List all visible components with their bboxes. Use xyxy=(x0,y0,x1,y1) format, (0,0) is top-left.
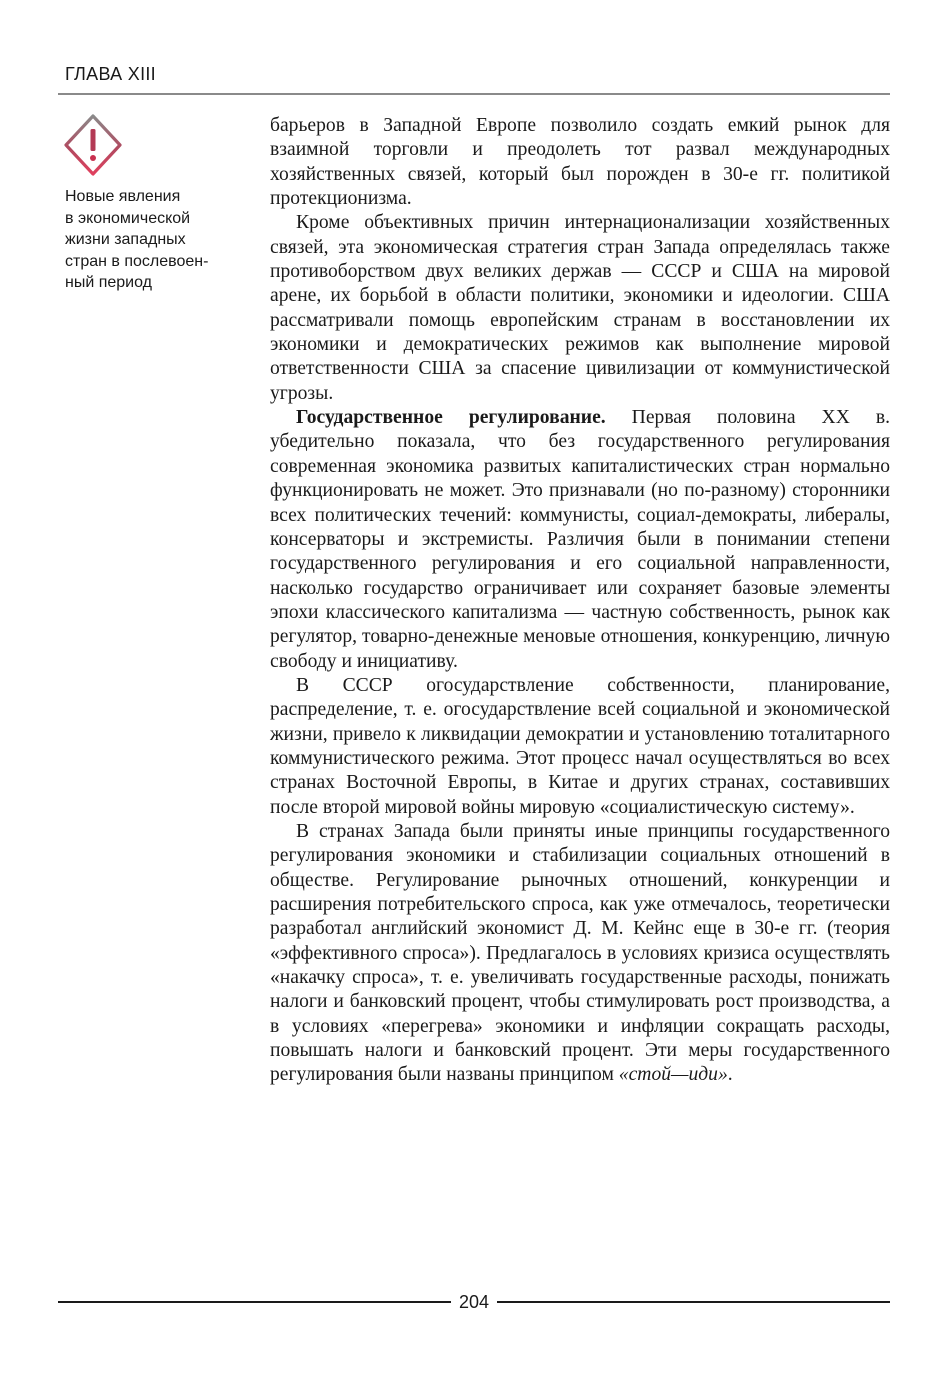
footer-rule-left xyxy=(58,1301,451,1303)
chapter-header: ГЛАВА XIII xyxy=(65,64,156,84)
margin-note xyxy=(65,186,255,294)
section-heading: Государственное регулирование. xyxy=(296,407,606,429)
margin-note-line: жизни западных xyxy=(65,231,186,248)
margin-note-line: Новые явления xyxy=(65,188,181,205)
paragraph: Кроме объективных причин интернационализации хозяйственных связей, эта экономическая стратегия стран Запада определялась также противоборством двух великих держав — СССР и США на мировой арене, их борьбой в области политики, экономики и идеологии. США рассматривали помощь европейским странам в восстановлении их экономики и демократических режимов как выполнение мировой ответственности США за спасение цивилизации от коммунистической угрозы. xyxy=(270,212,890,404)
italic-term: «стой—иди» xyxy=(618,1064,728,1086)
paragraph-text: Первая половина XX в. убедительно показала, что без государственного регулирования современная экономика развитых капиталистических стран нормально функционировать не может. Это признавали (но по-разному) сторонники всех политических течений: коммунисты, социал-демократы, либералы, консерваторы и экстремисты. Различия были в понимании степени государственного регулирования и его социальной направленности, насколько государство ограничивает или сохраняет базовые элементы эпохи классического капитализма — частную собственность, рынок как регулятор, товарно-денежные меновые отношения, конкуренцию, личную свободу и инициативу. xyxy=(270,407,890,672)
paragraph-text: В странах Запада были приняты иные принципы государственного регулирования экономики и стабилизации социальных отношений в обществе. Регулирование рыночных отношений, конкуренции и расширения потребительского спроса, как уже отмечалось, теоретически разработал английский экономист Д. М. Кейнс еще в 30-е гг. (теория «эффективного спроса»). Предлагалось в условиях кризиса осуществлять «накачку спроса», т. е. увеличивать государственные расходы, понижать налоги и банковский процент, чтобы стимулировать рост производства, а в условиях «перегрева» экономики и инфляции сокращать расходы, повышать налоги и банковский процент. Эти меры государственного регулирования были названы принципом xyxy=(270,820,890,1086)
main-text xyxy=(270,114,890,1088)
header-divider xyxy=(58,93,890,95)
page-footer xyxy=(58,1290,890,1314)
paragraph: В СССР огосударствление собственности, планирование, распределение, т. е. огосударствление всей социальной и экономической жизни, привело к ликвидации демократии и установлению тоталитарного коммунистического режима. Этот процесс начал осуществляться во всех странах Восточной Европы, в Китае и других странах, составивших после второй мировой войны мировую «социалистическую систему». xyxy=(270,674,890,818)
paragraph: барьеров в Западной Европе позволило создать емкий рынок для взаимной торговли и преодолеть тот развал международных хозяйственных связей, который был порожден в 30-е гг. политикой протекционизма. xyxy=(270,115,890,210)
margin-note-line: стран в послевоен- xyxy=(65,252,209,270)
margin-note-line: в экономической xyxy=(65,209,191,227)
paragraph xyxy=(270,406,890,674)
warning-diamond-icon xyxy=(63,113,123,177)
margin-note-line: ный период xyxy=(65,274,152,291)
footer-rule-right xyxy=(497,1301,890,1303)
paragraph xyxy=(270,820,890,1088)
paragraph-end: . xyxy=(727,1064,733,1086)
page-number: 204 xyxy=(458,1291,490,1312)
